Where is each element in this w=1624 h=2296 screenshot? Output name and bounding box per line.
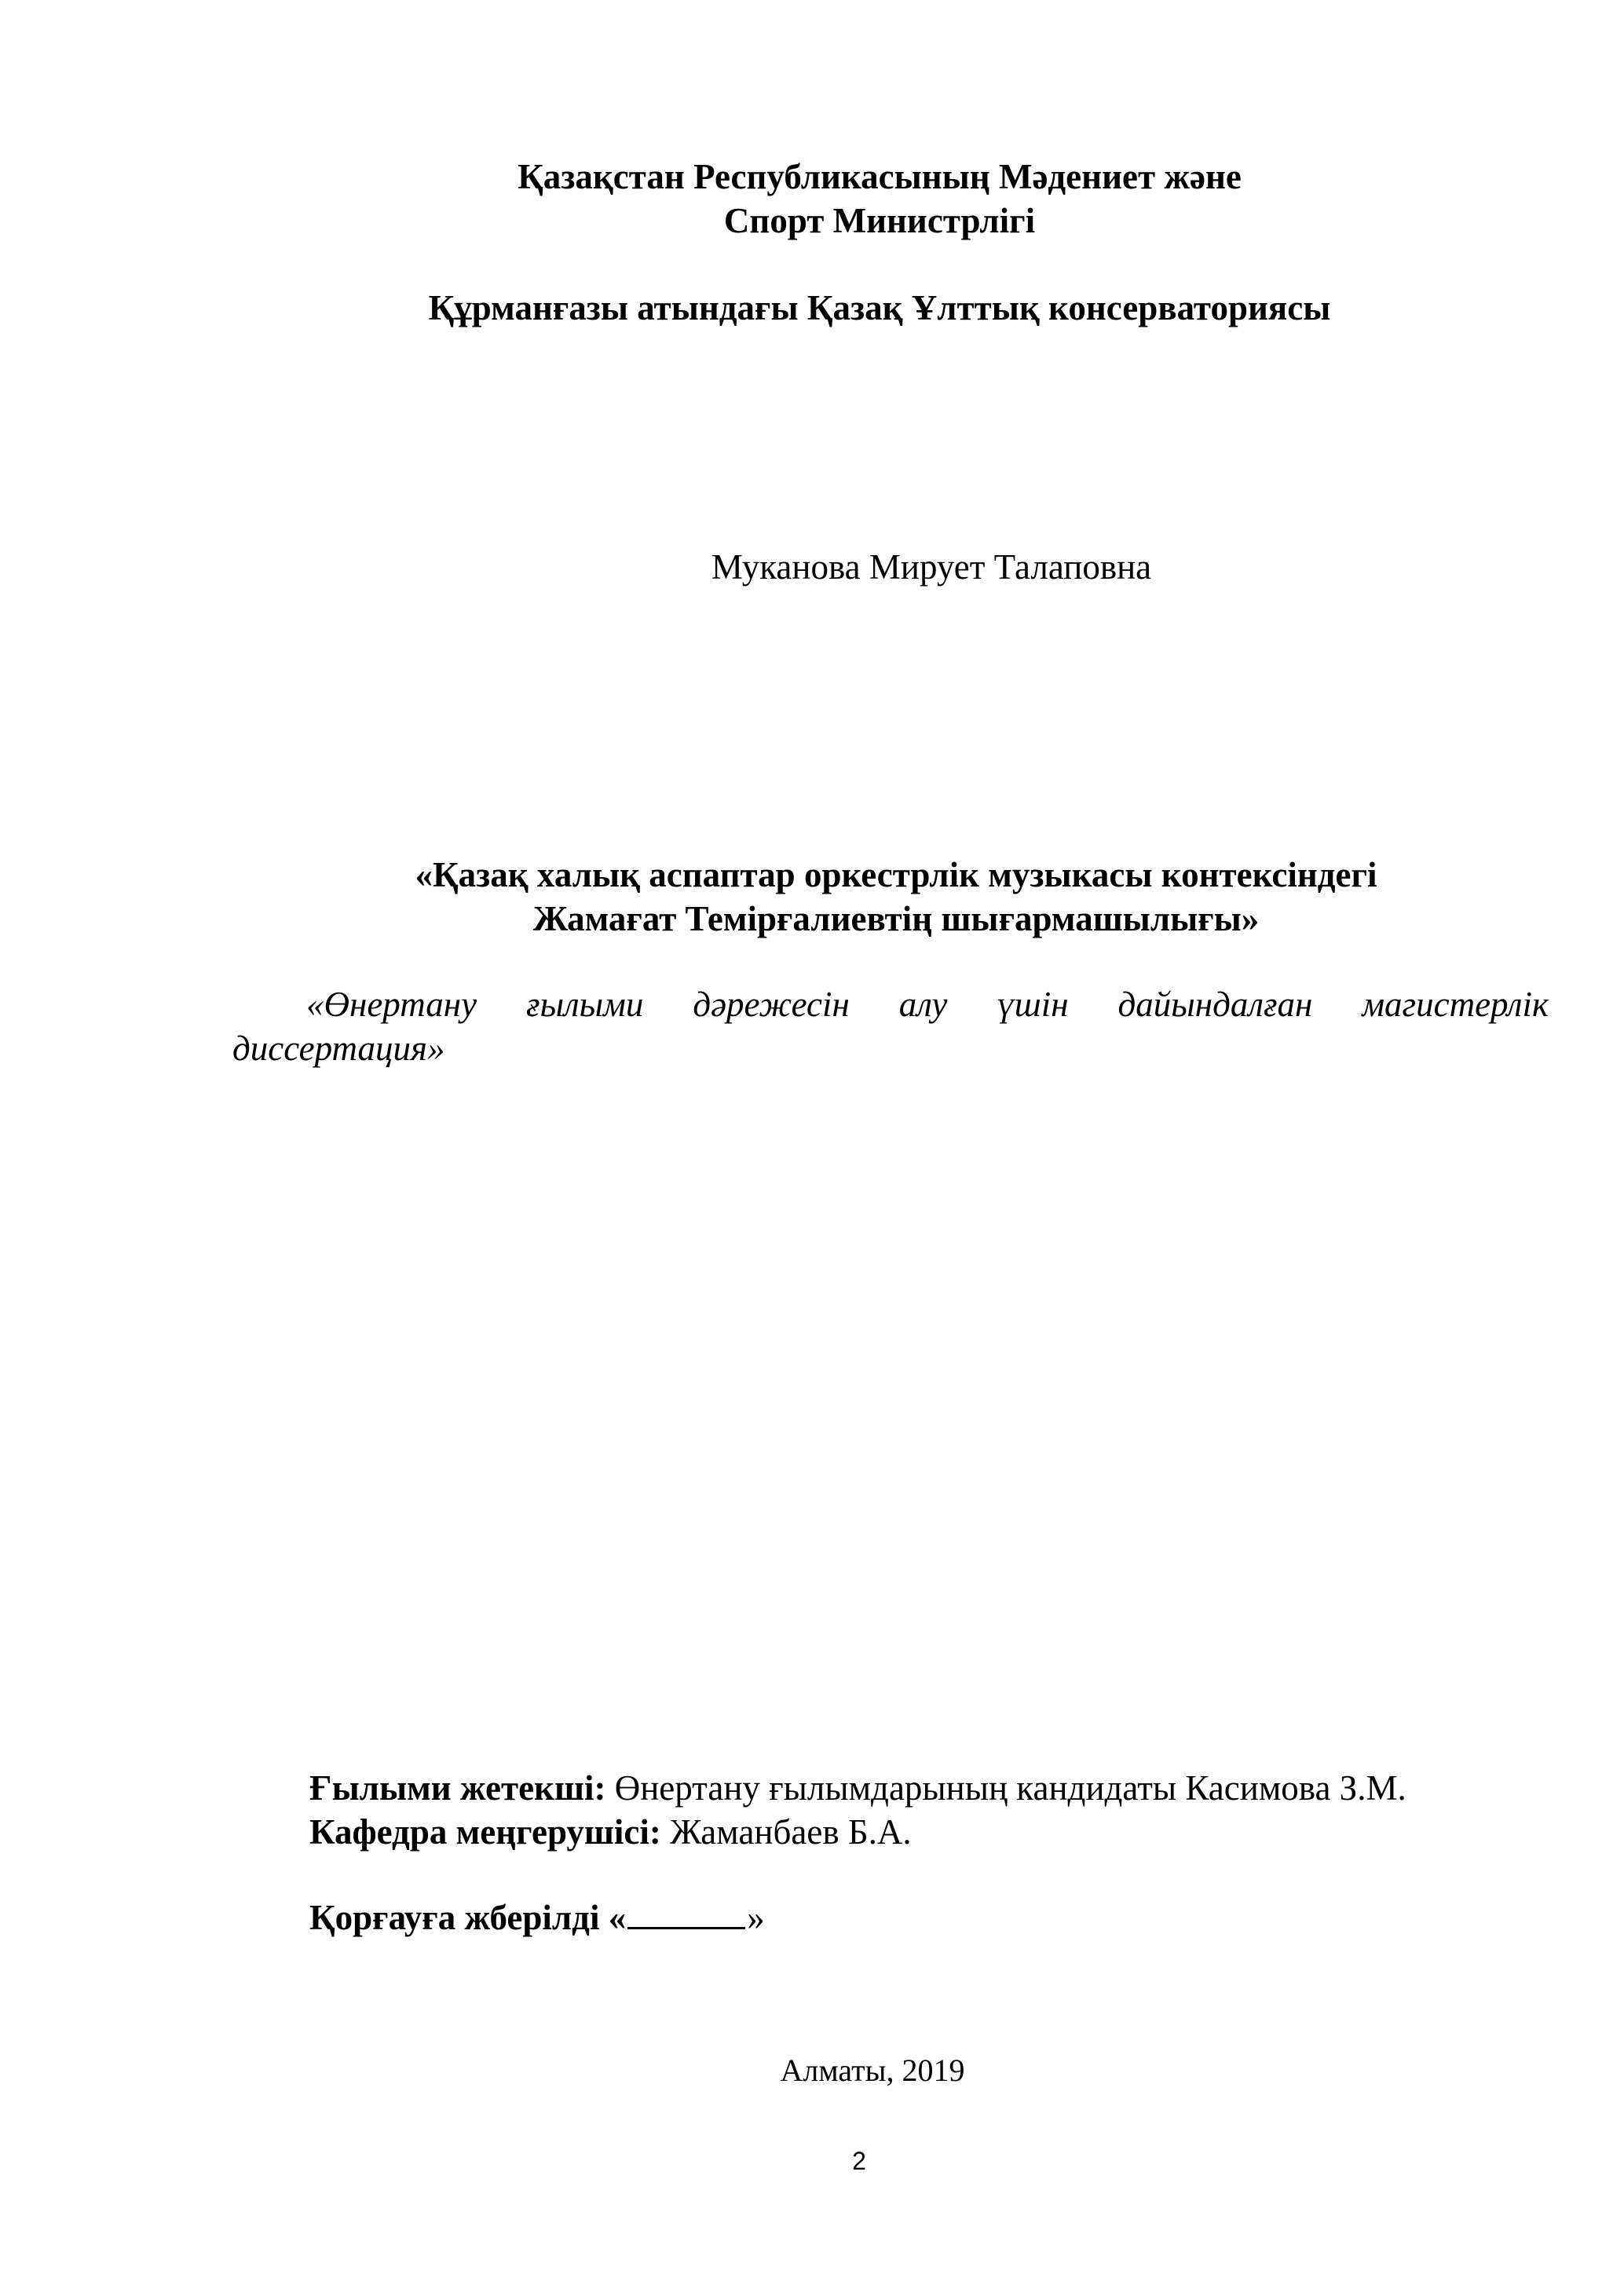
page-number: 2 — [852, 2147, 866, 2175]
institution-name: Құрманғазы атындағы Қазақ Ұлттық консерваториясы — [428, 288, 1331, 327]
subtitle-line-2: диссертация» — [232, 1029, 445, 1068]
head-of-department-value: Жаманбаев Б.А. — [660, 1812, 912, 1852]
ministry-line-2: Спорт Министрлігі — [723, 201, 1036, 240]
supervisor-line — [309, 1768, 1406, 1808]
supervisor-value: Өнертану ғылымдарының кандидаты Касимова З.М. — [605, 1768, 1406, 1808]
author-name: Муканова Мирует Талаповна — [711, 547, 1152, 587]
defense-date-blank — [627, 1900, 745, 1929]
subtitle-line-1: «Өнертану ғылыми дәрежесін алу үшін дайындалған магистерлік — [306, 985, 1549, 1024]
supervisor-label: Ғылыми жетекші: — [309, 1768, 606, 1808]
head-of-department-label: Кафедра меңгерушісі: — [309, 1812, 661, 1852]
defense-label: Қорғауға жберілді « — [309, 1898, 627, 1937]
head-of-department-line — [309, 1812, 912, 1852]
city-year: Алматы, 2019 — [780, 2053, 965, 2088]
defense-line — [309, 1900, 765, 1936]
title-line-1: «Қазақ халық аспаптар оркестрлік музыкасы контексіндегі — [415, 855, 1377, 894]
title-line-2: Жамағат Темірғалиевтің шығармашылығы» — [532, 899, 1260, 938]
defense-close-quote: » — [747, 1898, 765, 1937]
ministry-line-1: Қазақстан Республикасының Мәдениет және — [518, 157, 1242, 196]
